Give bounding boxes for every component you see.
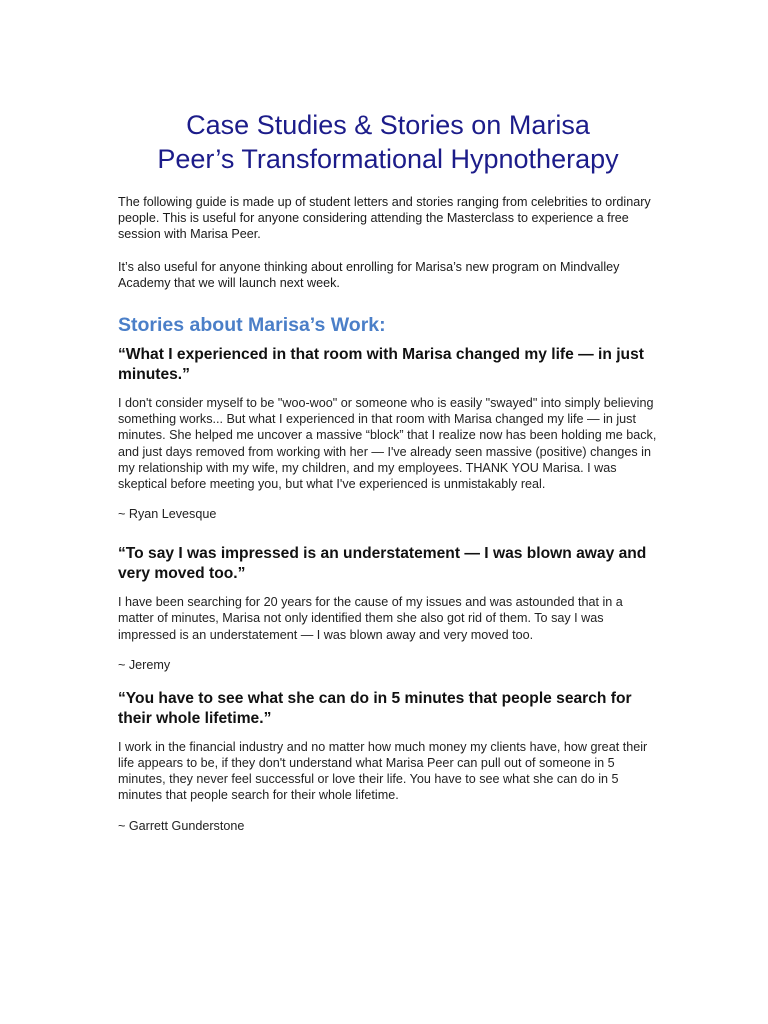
story-author: ~ Jeremy: [118, 657, 171, 672]
title-line-1: Case Studies & Stories on Marisa: [186, 110, 590, 140]
intro-paragraph: The following guide is made up of student letters and stories ranging from celebrities to ordinary people. This is useful for anyone considering attending the Masterclass to experience a free session with Marisa Peer.: [118, 195, 651, 242]
title-line-2: Peer’s Transformational Hypnotherapy: [157, 144, 619, 174]
story-author: ~ Ryan Levesque: [118, 507, 217, 522]
page-title: [118, 108, 658, 176]
story-quote: “To say I was impressed is an understatement — I was blown away and very moved too.”: [118, 545, 647, 583]
story-body: I don't consider myself to be "woo-woo" or someone who is easily "swayed" into simply believing something works... But what I experienced in that room with Marisa changed my life — in just minutes. She helped me uncover a massive “block” that I realize now has been holding me back, and just days removed from working with her — I've already seen massive (positive) changes in my relationship with my wife, my children, and my employees. THANK YOU Marisa. I was skeptical before meeting you, but what I've experienced is unmistakably real.: [118, 396, 657, 492]
story-body: I work in the financial industry and no matter how much money my clients have, how great their life appears to be, if they don't understand what Marisa Peer can pull out of someone in 5 minutes, they never feel successful or love their life. You have to see what she can do in 5 minutes that people search for their whole lifetime.: [118, 739, 648, 803]
story-item: [118, 544, 658, 673]
document-page: [118, 108, 658, 834]
story-quote: “What I experienced in that room with Marisa changed my life — in just minutes.”: [118, 346, 644, 384]
story-quote: “You have to see what she can do in 5 minutes that people search for their whole lifetime.”: [118, 689, 632, 727]
story-body: I have been searching for 20 years for the cause of my issues and was astounded that in a matter of minutes, Marisa not only identified them she also got rid of them. To say I was impressed is an understatement — I was blown away and very moved too.: [118, 595, 623, 642]
story-author: ~ Garrett Gunderstone: [118, 818, 245, 833]
section-heading: Stories about Marisa’s Work:: [118, 314, 386, 337]
intro-paragraph: It’s also useful for anyone thinking about enrolling for Marisa’s new program on Mindvalley Academy that we will launch next week.: [118, 259, 620, 290]
intro-section: [118, 194, 658, 291]
story-item: [118, 689, 658, 834]
story-item: [118, 345, 658, 522]
